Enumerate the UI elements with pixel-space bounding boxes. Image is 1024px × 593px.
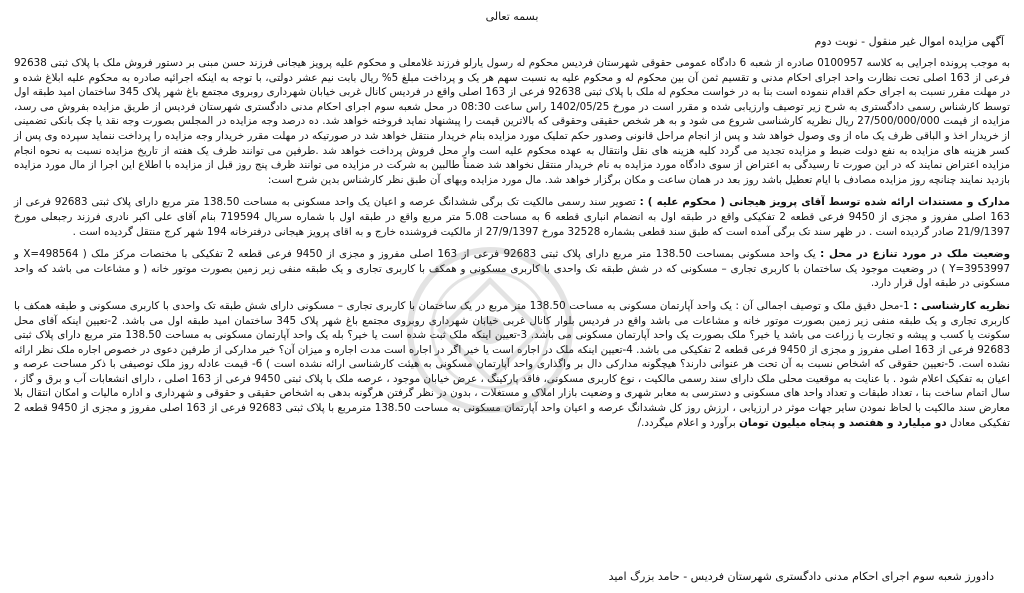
expert-paragraph <box>14 299 1010 430</box>
expert-text-end: برآورد و اعلام میگردد./ <box>637 416 736 429</box>
documents-label: مدارک و مستندات ارائه شده توسط آقای پرویز هیجانی ( محکوم علیه ) : <box>639 196 1010 209</box>
expert-text: 1-محل دقیق ملک و توصیف اجمالی آن : یک واحد آپارتمان مسکونی به مساحت 138.50 متر مربع در یک ساختمان با کاربری تجاری – مسکونی دارای شش طبقه تک واحدی با کاربری مسکونی و طبقه همکف با کاربری تجاری و یک طبقه منفی زیر زمین بصورت موتور خانه و مشاعات می باشد واقع در فردیس بلوار کانال غربی خیابان شهرداری روبروی مجتمع باغ شهر پلاک 345 ساختمان امید طبقه اول می باشد. 2-تعیین اینکه آقای محل سکونت یا کسب و پیشه و تجارت یا زراعت می باشد یا خیر؟ ملک بصورت یک واحد آپارتمان مسکونی می باشد. 3-تعیین اینکه ملک ثبت شده است یا خیر؟ بله یک واحد آپارتمان مسکونی به مساحت 138.50 متر مربع دارای پلاک ثبتی 92683 فرعی از 163 اصلی مفروز و مجزی از 9450 فرعی قطعه 2 تفکیکی می باشد. 4-تعیین اینکه ملک در اجاره است یا خیر اگر در اجاره است مدت اجاره و میزان آن؟ خیر مدارکی از طرفین دعوی در خصوص اجاره ملک نظر ارائه نشده است. 5-تعیین حقوقی که اشخاص نسبت به آن تحت هر عنوانی دارند؟ هیچگونه مدارکی دال بر واگذاری واحد آپارتمان مسکونی به هیئت کارشناسی ارائه نشده است ) 6- قیمت عادله روز ملک توصیفی با ذکر مساحت عرصه و اعیان به تفکیک اعلام شود . با عنایت به موقعیت محلی ملک دارای سند رسمی مالکیت ، نوع کاربری مسکونی، فاقد پارکینگ ، عرض خیابان موجود ، عرصه ملک با پلاک ثبتی 9450 فرعی از 163 اصلی ، دارای انشعابات آب و برق و گاز ، سال اتمام ساخت بنا ، تعداد طبقات و تعداد واحد های مسکونی و دسترسی به معابر شهری و وضعیت بازار املاک و مستغلات ، بدون در نظر گرفتن هرگونه بدهی به اشخاص حقیقی و حقوقی و شهرداری و اداره مالیات و امکان انتقال بلا معارض سند مالکیت با لحاظ نمودن سایر جهات موثر در ارزیابی ، ارزش روز کل ششدانگ عرصه و اعیان واحد آپارتمان مسکونی به مساحت 138.50 مترمربع با پلاک ثبتی 92683 فرعی از 163 اصلی مفروز و مجزی از 9450 قطعه 2 تفکیکی معادل <box>14 299 1011 429</box>
status-paragraph <box>14 247 1010 291</box>
basmala-heading: بسمه تعالی <box>485 10 539 23</box>
documents-text: تصویر سند رسمی مالکیت تک برگی ششدانگ عرصه و اعیان یک واحد مسکونی به مساحت 138.50 متر مربع دارای پلاک ثبتی 92683 فرعی از 163 اصلی مفروز و مجزی از 9450 فرعی قطعه 2 تفکیکی واقع در طبقه اول به انضمام انباری قطعه 6 به مساحت 5.08 متر مربع واقع در طبقه اول با شماره سریال 719594 بنام آقای علی اکبر نادری فرزند رجبعلی مورخ 21/9/1397 صادر گردیده است . در ظهر سند تک برگی آمده است که طبق سند قطعی بشماره 32528 مورخ 27/9/1397 از مالکیت فروشنده خارج و به اقای پرویز هیجانی درفترخانه 194 شهر کرج منتقل گردیده است . <box>14 196 1010 238</box>
documents-paragraph <box>14 195 1010 239</box>
notice-title: آگهی مزایده اموال غیر منقول - نوبت دوم <box>814 35 1004 48</box>
expert-value-bold: دو میلیارد و هفتصد و پنجاه میلیون تومان <box>739 416 947 429</box>
status-label: وضعیت ملک در مورد تنازع در محل : <box>820 248 1010 261</box>
expert-label: نظریه کارشناسی : <box>913 299 1010 312</box>
signature-footer: دادورز شعبه سوم اجرای احکام مدنی دادگستری شهرستان فردیس - حامد بزرگ امید <box>608 570 994 583</box>
intro-paragraph: به موجب پرونده اجرایی به کلاسه 0100957 صادره از شعبه 6 دادگاه عمومی حقوقی شهرستان فردیس محکوم له رسول یارلو فرزند غلامعلی و محکوم علیه پرویز هیجانی فرزند حسن مبنی بر دستور فروش ملک با پلاک ثبتی 92638 فرعی از 163 اصلی تحت نظارت واحد اجرای احکام مدنی و تقسیم ثمن آن بین محکوم له و محکوم علیه به نسبت سهم هر یک و پرداخت مبلغ 5% ریال بابت نیم عشر دولتی، با توجه به اینکه اجرائیه صادره به محکوم علیه ابلاغ شده و در مهلت مقرر نسبت به اجرای حکم اقدام ننموده است بنا به در خواست محکوم له ملک با پلاک ثبتی 92638 فرعی از 163 اصلی واقع در فردیس کانال غربی خیابان شهرداری روبروی مجتمع باغ شهر پلاک 345 ساختمان امید طبقه اول توسط کارشناس رسمی دادگستری به شرح زیر توصیف وارزیابی شده و مقرر است در مورخ 1402/05/25 راس ساعت 08:30 در محل شعبه سوم اجرای احکام مدنی دادگستری شهرستان فردیس از طریق مزایده بفروش می رسد، مزایده از قیمت 27/500/000/000 ریال نظریه کارشناسی شروع می شود و به هر شخص حقیقی وحقوقی که بالاترین قیمت را پیشنهاد نماید فروخته خواهد شد. ده درصد وجه مزایده در المجلس بصورت وجه نقد یا چک بانکی تضمینی از خریدار اخذ و الباقی ظرف یک ماه از وی وصول خواهد شد و پس از انجام مراحل قانونی وصدور حکم تملیک مورد مزایده بنام خریدار منتقل خواهد شد در صورتیکه در مهلت مقرر خریدار وجه مزایده را پرداخت ننماید سپرده وی پس از کسر هزینه های مزایده به نفع دولت ضبط و مزایده تجدید می گردد کلیه هزینه های نقل وانتقال به عهده محکوم علیه است وار محل فروش پرداخت خواهد شد .طرفین می توانند ظرف یک هفته از تاریخ مزایده نسبت به نحوه انجام مزایده اعتراض نمایند که در این صورت تا رسیدگی به اعتراض از سوی دادگاه مورد مزایده به نام خریدار منتقل نخواهد شد ضمناً طالبین به شرکت در مزایده می توانند ظرف پنج روز قبل از مزایده با اطلاع این اجرا از مال مورد مزایده بازدید نمایند چنانچه روز مزایده مصادف با ایام تعطیل باشد روز بعد در همان ساعت و مکان برگزار خواهد شد. مال مورد مزایده وبهای آن طبق نظر کارشناس بدین شرح است: <box>14 57 1011 186</box>
status-text: یک واحد مسکونی بمساحت 138.50 متر مربع دارای پلاک ثبتی 92683 فرعی از 163 اصلی مفروز و مجزی از 9450 فرعی قطعه 2 تفکیکی با مختصات مرکز ملک ( X=498564 و Y=3953997 ) در وضعیت موجود یک ساختمان با کاربری تجاری – مسکونی که در شش طبقه تک واحدی با کاربری مسکونی و همکف با کاربری تجاری و یک طبقه منفی زیر زمین بصورت موتور خانه ( و مشاعات می باشد که واحد مسکونی در طبقه اول قرار دارد. <box>14 248 1010 290</box>
